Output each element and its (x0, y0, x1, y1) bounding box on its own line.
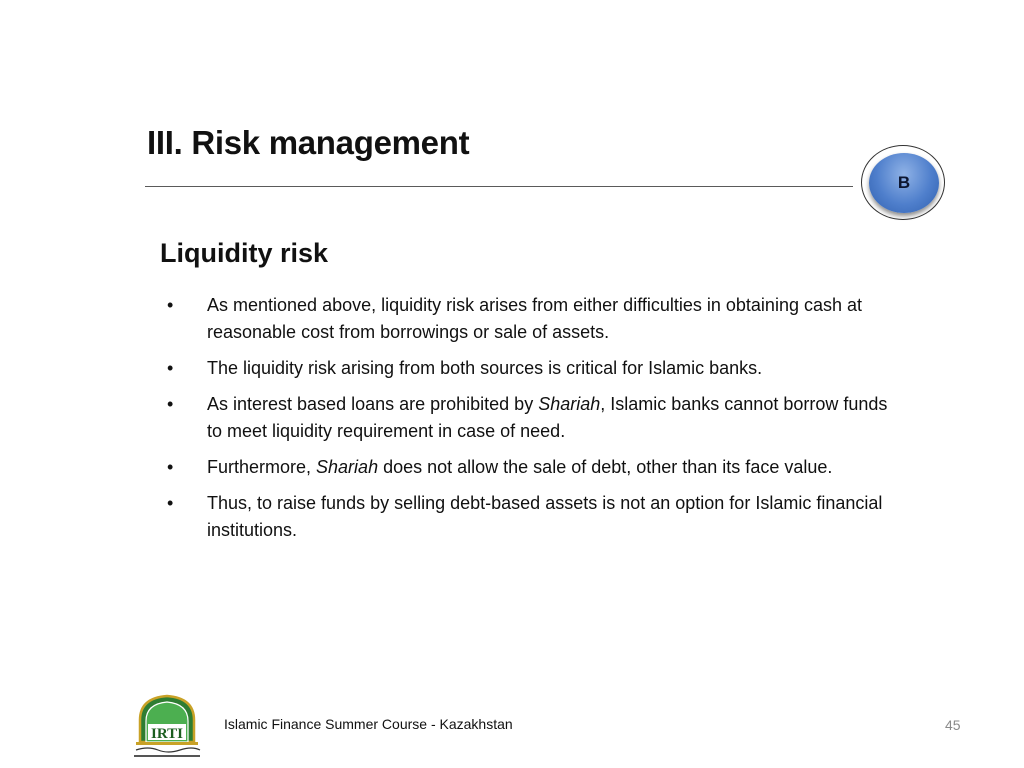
bullet-text: As mentioned above, liquidity risk arises from either difficulties in obtaining cash at reasonable cost from borrowings or sale of assets. (207, 295, 862, 342)
bullet-text-after: , Islamic banks cannot borrow funds to meet liquidity requirement in case of need. (207, 394, 888, 441)
logo-lettering: IRTI (151, 726, 183, 742)
bullet-text-italic: Shariah (538, 394, 601, 414)
page-number: 45 (945, 717, 961, 733)
title-divider (145, 186, 853, 187)
bullet-list (160, 292, 890, 553)
bullet-text: Furthermore, (207, 457, 317, 477)
bullet-item (160, 490, 890, 544)
bullet-text: Thus, to raise funds by selling debt-based assets is not an option for Islamic financial institutions. (207, 493, 883, 540)
section-badge-letter: B (897, 173, 911, 192)
slide-title: III. Risk management (147, 124, 470, 161)
bullet-item (160, 454, 890, 481)
bullet-dot: • (167, 358, 174, 378)
bullet-text: The liquidity risk arising from both sources is critical for Islamic banks. (207, 358, 763, 378)
bullet-dot: • (167, 295, 174, 315)
footer-course-text: Islamic Finance Summer Course - Kazakhstan (224, 716, 513, 732)
bullet-item (160, 391, 890, 445)
bullet-text-italic: Shariah (316, 457, 379, 477)
section-badge (869, 153, 939, 213)
bullet-text: As interest based loans are prohibited by (207, 394, 539, 414)
irti-logo (128, 690, 206, 760)
section-heading: Liquidity risk (160, 238, 329, 268)
bullet-dot: • (167, 394, 174, 414)
bullet-dot: • (167, 493, 174, 513)
bullet-item (160, 292, 890, 346)
bullet-item (160, 355, 890, 382)
bullet-text-after: does not allow the sale of debt, other than its face value. (378, 457, 833, 477)
bullet-dot: • (167, 457, 174, 477)
